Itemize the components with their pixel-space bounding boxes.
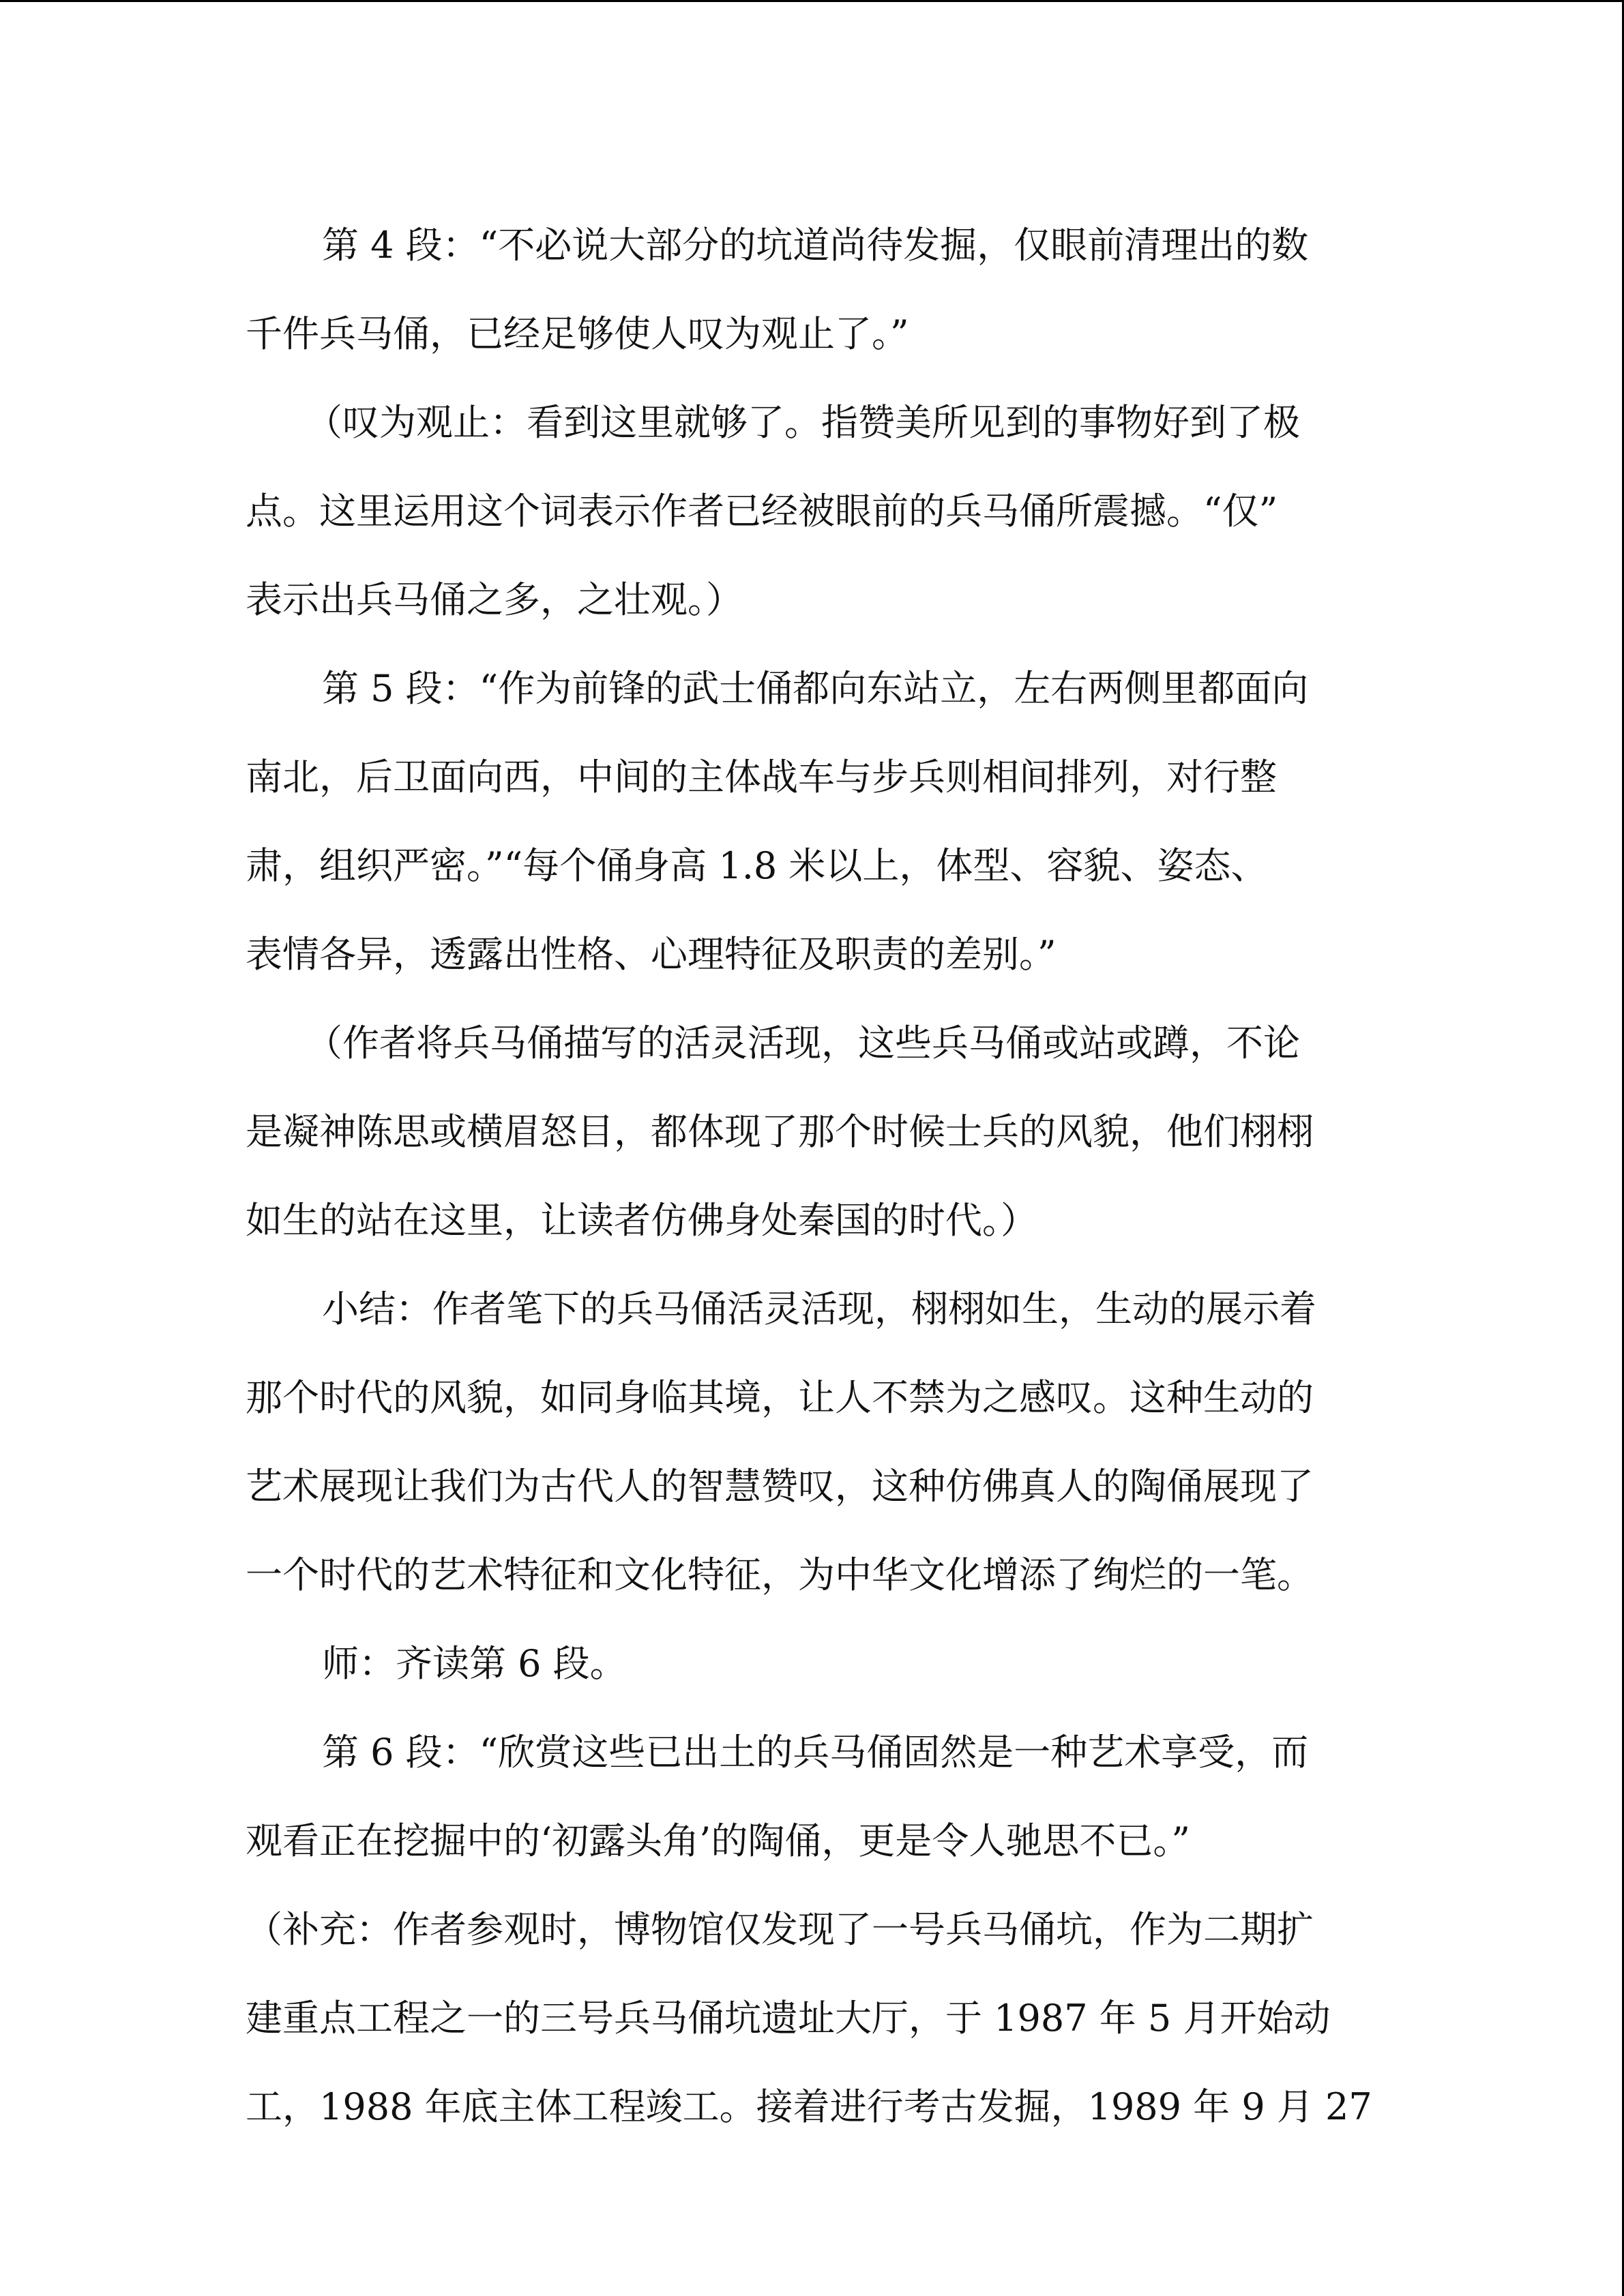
document-body bbox=[246, 201, 1372, 2151]
text-line: 肃，组织严密。”“每个俑身高 1.8 米以上，体型、容貌、姿态、 bbox=[246, 844, 1268, 887]
paragraph-5-annotation bbox=[246, 999, 1364, 1265]
text-line: 表示出兵马俑之多，之壮观。） bbox=[246, 578, 743, 621]
text-line: 第 5 段：“作为前锋的武士俑都向东站立，左右两侧里都面向 bbox=[322, 667, 1309, 710]
text-line: 艺术展现让我们为古代人的智慧赞叹，这种仿佛真人的陶俑展现了 bbox=[246, 1465, 1314, 1508]
paragraph-4-quote bbox=[246, 201, 1364, 378]
text-line: 那个时代的风貌，如同身临其境，让人不禁为之感叹。这种生动的 bbox=[246, 1376, 1314, 1419]
text-line: 如生的站在这里，让读者仿佛身处秦国的时代。） bbox=[246, 1199, 1037, 1242]
text-line: 建重点工程之一的三号兵马俑坑遗址大厅，于 1987 年 5 月开始动 bbox=[246, 1997, 1331, 2040]
paragraph-5-quote bbox=[246, 644, 1364, 999]
text-line: （叹为观止：看到这里就够了。指赞美所见到的事物好到了极 bbox=[306, 401, 1300, 444]
supplement-paragraph bbox=[246, 1885, 1372, 2151]
text-line: 工，1988 年底主体工程竣工。接着进行考古发掘，1989 年 9 月 27 bbox=[246, 2085, 1372, 2128]
text-line: 是凝神陈思或横眉怒目，都体现了那个时候士兵的风貌，他们栩栩 bbox=[246, 1110, 1314, 1153]
text-line: 表情各异，透露出性格、心理特征及职责的差别。” bbox=[246, 933, 1057, 976]
text-line: （作者将兵马俑描写的活灵活现，这些兵马俑或站或蹲，不论 bbox=[306, 1022, 1300, 1064]
text-line: 观看正在挖掘中的‘初露头角’的陶俑，更是令人驰思不已。” bbox=[246, 1819, 1190, 1862]
paragraph-6-quote bbox=[246, 1708, 1364, 1885]
text-line: 南北，后卫面向西，中间的主体战车与步兵则相间排列，对行整 bbox=[246, 756, 1277, 799]
text-line: 一个时代的艺术特征和文化特征，为中华文化增添了绚烂的一笔。 bbox=[246, 1553, 1314, 1596]
text-line: 点。这里运用这个词表示作者已经被眼前的兵马俑所震撼。“仅” bbox=[246, 490, 1278, 533]
text-line: 第 6 段：“欣赏这些已出土的兵马俑固然是一种艺术享受，而 bbox=[322, 1731, 1309, 1774]
paragraph-4-annotation bbox=[246, 378, 1364, 644]
text-line: 千件兵马俑，已经足够使人叹为观止了。” bbox=[246, 312, 909, 355]
text-line: 小结：作者笔下的兵马俑活灵活现，栩栩如生，生动的展示着 bbox=[322, 1287, 1316, 1330]
text-line: 第 4 段：“不必说大部分的坑道尚待发掘，仅眼前清理出的数 bbox=[322, 224, 1309, 267]
text-line: 师：齐读第 6 段。 bbox=[322, 1642, 627, 1685]
summary-paragraph bbox=[246, 1265, 1364, 1620]
text-line: （补充：作者参观时，博物馆仅发现了一号兵马俑坑，作为二期扩 bbox=[246, 1908, 1314, 1951]
teacher-instruction bbox=[246, 1620, 1364, 1708]
